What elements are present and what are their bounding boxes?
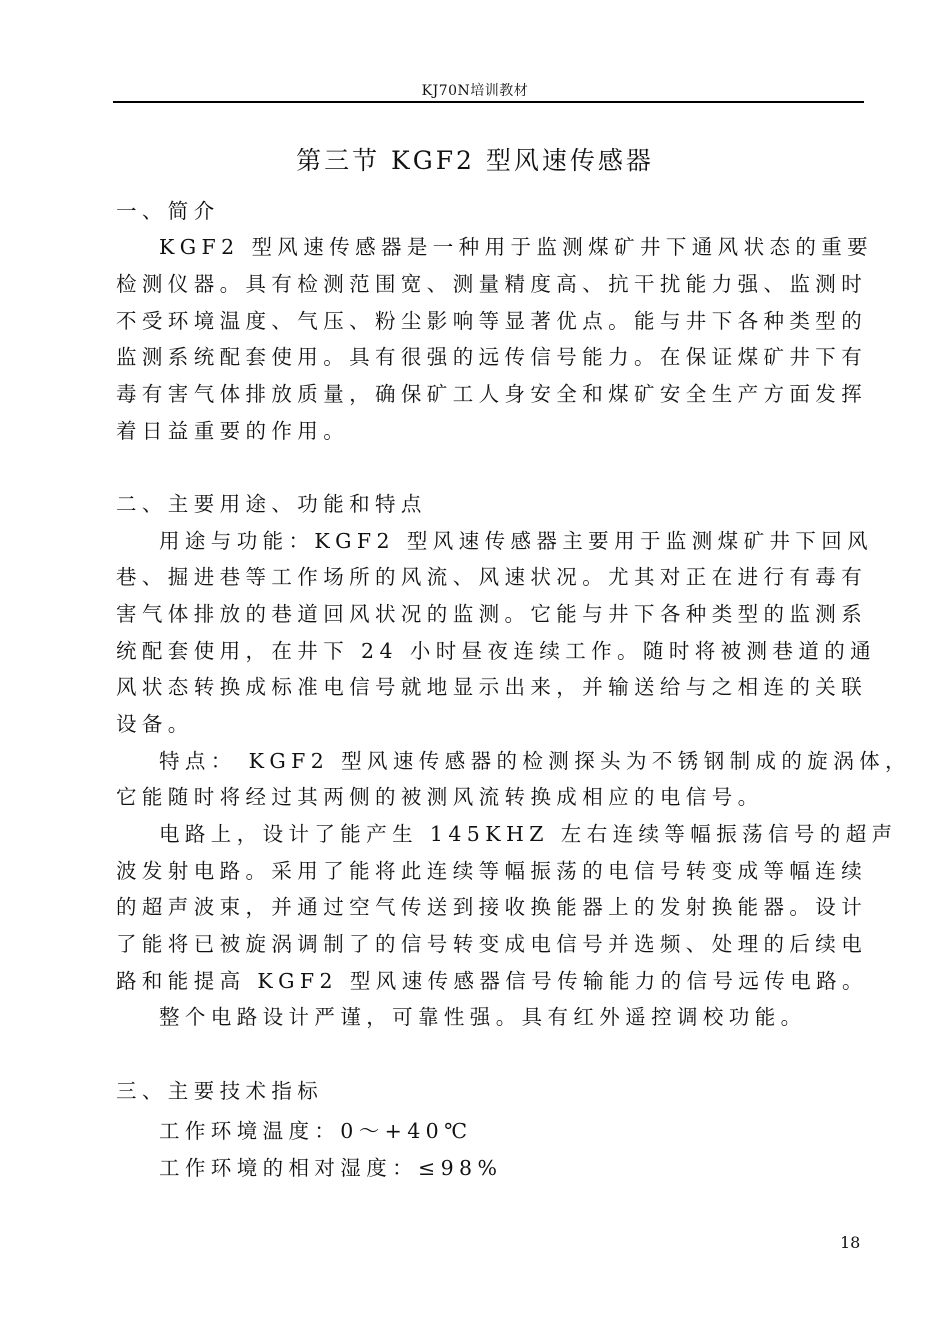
paragraph-line: 不受环境温度、气压、粉尘影响等显著优点。能与井下各种类型的: [116, 309, 868, 333]
heading-specs: 三、主要技术指标: [116, 1079, 324, 1103]
spec-item: 工作环境的相对湿度：≤98%: [159, 1156, 503, 1180]
paragraph-line: 波发射电路。采用了能将此连续等幅振荡的电信号转变成等幅连续: [116, 859, 868, 883]
paragraph-line: 害气体排放的巷道回风状况的监测。它能与井下各种类型的监测系: [116, 602, 868, 626]
paragraph-line: 的超声波束，并通过空气传送到接收换能器上的发射换能器。设计: [116, 895, 868, 919]
paragraph-line: 着日益重要的作用。: [116, 419, 350, 443]
paragraph-line: 巷、掘进巷等工作场所的风流、风速状况。尤其对正在进行有毒有: [116, 565, 868, 589]
section-title: 第三节 KGF2 型风速传感器: [296, 146, 654, 175]
paragraph-line: 毒有害气体排放质量，确保矿工人身安全和煤矿安全生产方面发挥: [116, 382, 868, 406]
heading-intro: 一、简介: [116, 199, 220, 223]
paragraph-line: 整个电路设计严谨，可靠性强。具有红外遥控调校功能。: [159, 1005, 807, 1029]
running-head: KJ70N培训教材: [421, 83, 529, 99]
paragraph-line: 风状态转换成标准电信号就地显示出来，并输送给与之相连的关联: [116, 675, 868, 699]
paragraph-line: 用途与功能：KGF2 型风速传感器主要用于监测煤矿井下回风: [159, 529, 874, 553]
paragraph-line: 设备。: [116, 712, 194, 736]
paragraph-line: 检测仪器。具有检测范围宽、测量精度高、抗干扰能力强、监测时: [116, 272, 868, 296]
paragraph-line: 了能将已被旋涡调制了的信号转变成电信号并选频、处理的后续电: [116, 932, 868, 956]
paragraph-line: KGF2 型风速传感器是一种用于监测煤矿井下通风状态的重要: [159, 235, 874, 259]
header-rule: [113, 101, 864, 103]
paragraph-line: 监测系统配套使用。具有很强的远传信号能力。在保证煤矿井下有: [116, 345, 868, 369]
paragraph-line: 特点： KGF2 型风速传感器的检测探头为不锈钢制成的旋涡体，: [159, 749, 911, 773]
paragraph-line: 路和能提高 KGF2 型风速传感器信号传输能力的信号远传电路。: [116, 969, 868, 993]
heading-uses: 二、主要用途、功能和特点: [116, 492, 427, 516]
spec-item: 工作环境温度：0～+40℃: [159, 1119, 473, 1143]
paragraph-line: 电路上，设计了能产生 145KHZ 左右连续等幅振荡信号的超声: [159, 822, 898, 846]
paragraph-line: 它能随时将经过其两侧的被测风流转换成相应的电信号。: [116, 785, 764, 809]
paragraph-line: 统配套使用，在井下 24 小时昼夜连续工作。随时将被测巷道的通: [116, 639, 877, 663]
page-number: 18: [840, 1233, 861, 1252]
